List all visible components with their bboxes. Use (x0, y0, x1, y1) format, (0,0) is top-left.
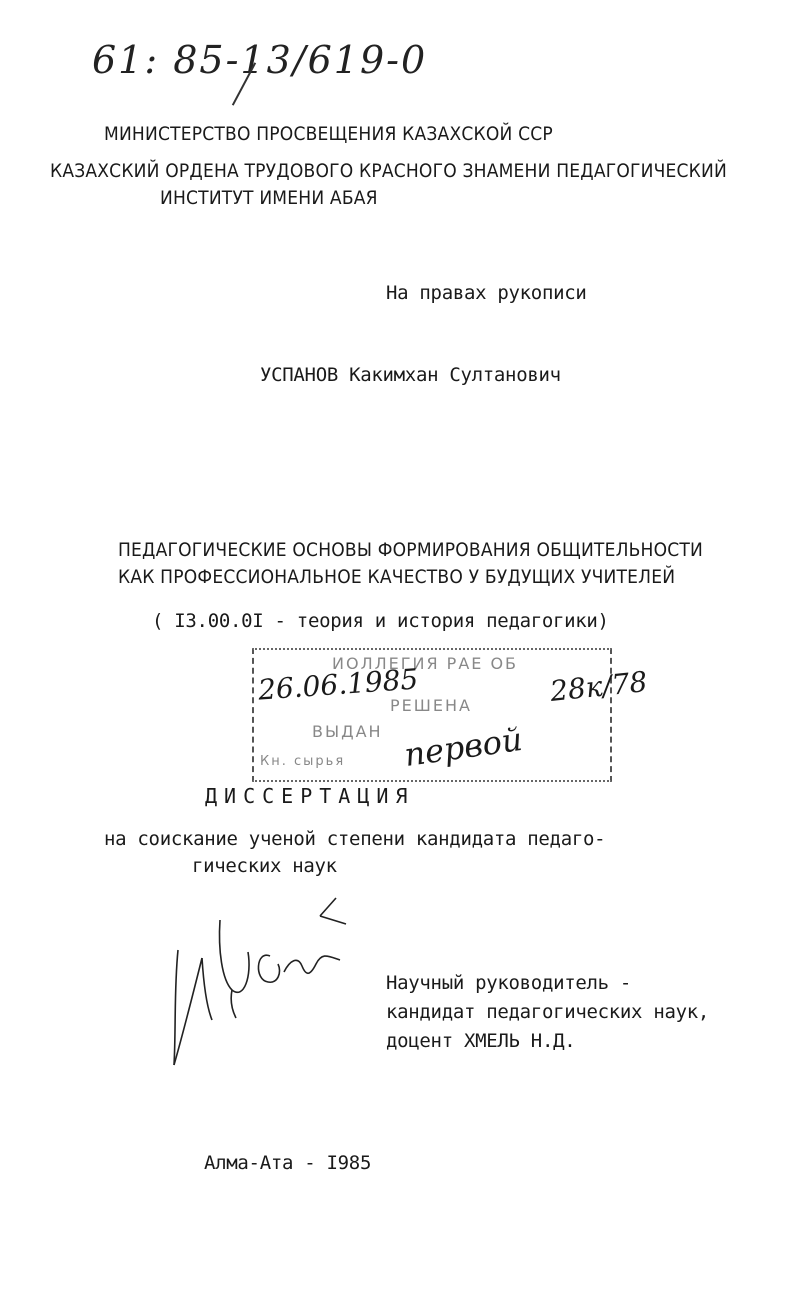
author-signature-icon (160, 880, 360, 1080)
ministry-line: МИНИСТЕРСТВО ПРОСВЕЩЕНИЯ КАЗАХСКОЙ ССР (104, 123, 553, 145)
stamp-faded-row-4: Кн. сырья (260, 754, 346, 769)
title-line-2: КАК ПРОФЕССИОНАЛЬНОЕ КАЧЕСТВО У БУДУЩИХ УЧИТЕЛЕЙ (118, 566, 676, 588)
title-line-1: ПЕДАГОГИЧЕСКИЕ ОСНОВЫ ФОРМИРОВАНИЯ ОБЩИТЕЛЬНОСТИ (118, 539, 704, 561)
rights-note: На правах рукописи (386, 282, 587, 304)
institute-line-2: ИНСТИТУТ ИМЕНИ АБАЯ (160, 187, 378, 209)
specialty-code: ( I3.00.0I - теория и история педагогики) (152, 610, 609, 632)
work-type: ДИССЕРТАЦИЯ (205, 784, 415, 808)
place-year: Алма-Ата - I985 (204, 1152, 372, 1174)
degree-line-2: гических наук (192, 855, 337, 877)
archive-code: 61: 85-13/619-0 (92, 38, 428, 82)
supervisor-line-1: Научный руководитель - (386, 972, 632, 994)
degree-line-1: на соискание ученой степени кандидата педаго- (104, 828, 606, 850)
supervisor-line-2: кандидат педагогических наук, (386, 1001, 710, 1023)
stamp-faded-row-2: РЕШЕНА (390, 696, 472, 715)
stamp-number: 28к/78 (548, 664, 649, 709)
library-stamp (252, 648, 649, 782)
stamp-handwritten-word: первой (401, 719, 525, 775)
supervisor-line-3: доцент ХМЕЛЬ Н.Д. (386, 1030, 576, 1052)
stamp-faded-row-3: ВЫДАН (312, 722, 383, 741)
institute-line-1: КАЗАХСКИЙ ОРДЕНА ТРУДОВОГО КРАСНОГО ЗНАМЕНИ ПЕДАГОГИЧЕСКИЙ (50, 160, 727, 182)
author-name: УСПАНОВ Какимхан Султанович (260, 364, 561, 386)
stamp-date: 26.06.1985 (257, 662, 420, 707)
stamp-faded-row-1: ИОЛЛЕГИЯ РАЕ ОБ (332, 654, 519, 673)
